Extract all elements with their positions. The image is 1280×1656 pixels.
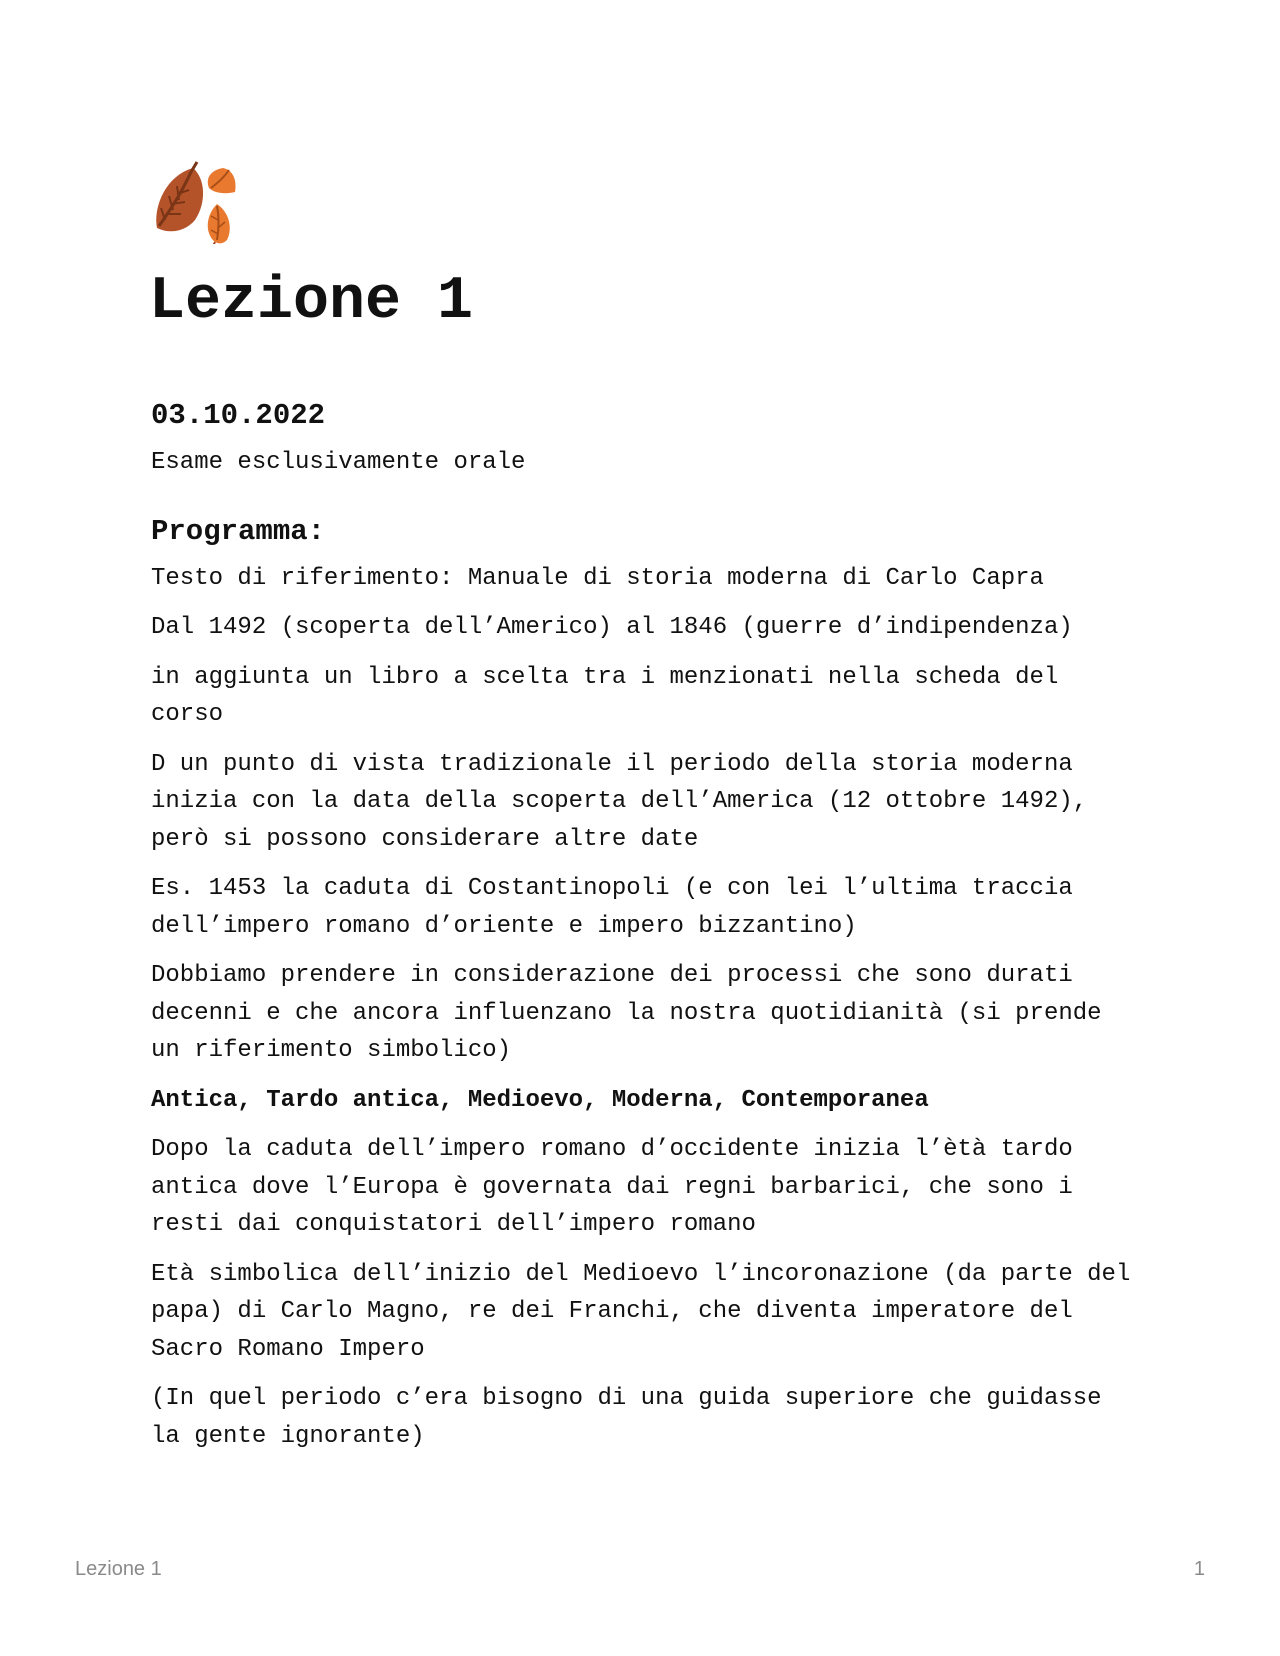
periods-heading: Antica, Tardo antica, Medioevo, Moderna, Contemporanea <box>151 1086 929 1114</box>
paragraph: Dopo la caduta dell’impero romano d’occidente inizia l’ètà tardo antica dove l’Europa è governata dai regni barbarici, che sono i resti dai conquistatori dell’impero romano <box>151 1136 1073 1238</box>
paragraph: Dobbiamo prendere in considerazione dei processi che sono durati decenni e che ancora influenzano la nostra quotidianità (si prende un riferimento simbolico) <box>151 962 1102 1064</box>
footer-page-number: 1 <box>1193 1558 1205 1580</box>
paragraph: Testo di riferimento: Manuale di storia moderna di Carlo Capra <box>151 564 1044 592</box>
paragraph: (In quel periodo c’era bisogno di una guida superiore che guidasse la gente ignorante) <box>151 1385 1102 1450</box>
paragraph: Es. 1453 la caduta di Costantinopoli (e con lei l’ultima traccia dell’impero romano d’oriente e impero bizzantino) <box>151 875 1073 940</box>
paragraph: in aggiunta un libro a scelta tra i menzionati nella scheda del corso <box>151 663 1059 728</box>
paragraph: Età simbolica dell’inizio del Medioevo l’incoronazione (da parte del papa) di Carlo Magno, re dei Franchi, che diventa imperatore del Sacro Romano Impero <box>151 1260 1131 1363</box>
lesson-date: 03.10.2022 <box>151 399 326 432</box>
footer-document-title: Lezione 1 <box>75 1558 162 1580</box>
page-title: Lezione 1 <box>149 268 474 336</box>
exam-note: Esame esclusivamente orale <box>151 449 526 476</box>
paragraph: D un punto di vista tradizionale il periodo della storia moderna inizia con la data della scoperta dell’America (12 ottobre 1492), però si possono considerare altre date <box>151 750 1088 853</box>
section-heading: Programma: <box>151 514 326 548</box>
document-body <box>151 158 1141 1455</box>
fallen-leaves-icon <box>151 158 243 244</box>
paragraph: Dal 1492 (scoperta dell’Americo) al 1846 (guerre d’indipendenza) <box>151 614 1073 641</box>
